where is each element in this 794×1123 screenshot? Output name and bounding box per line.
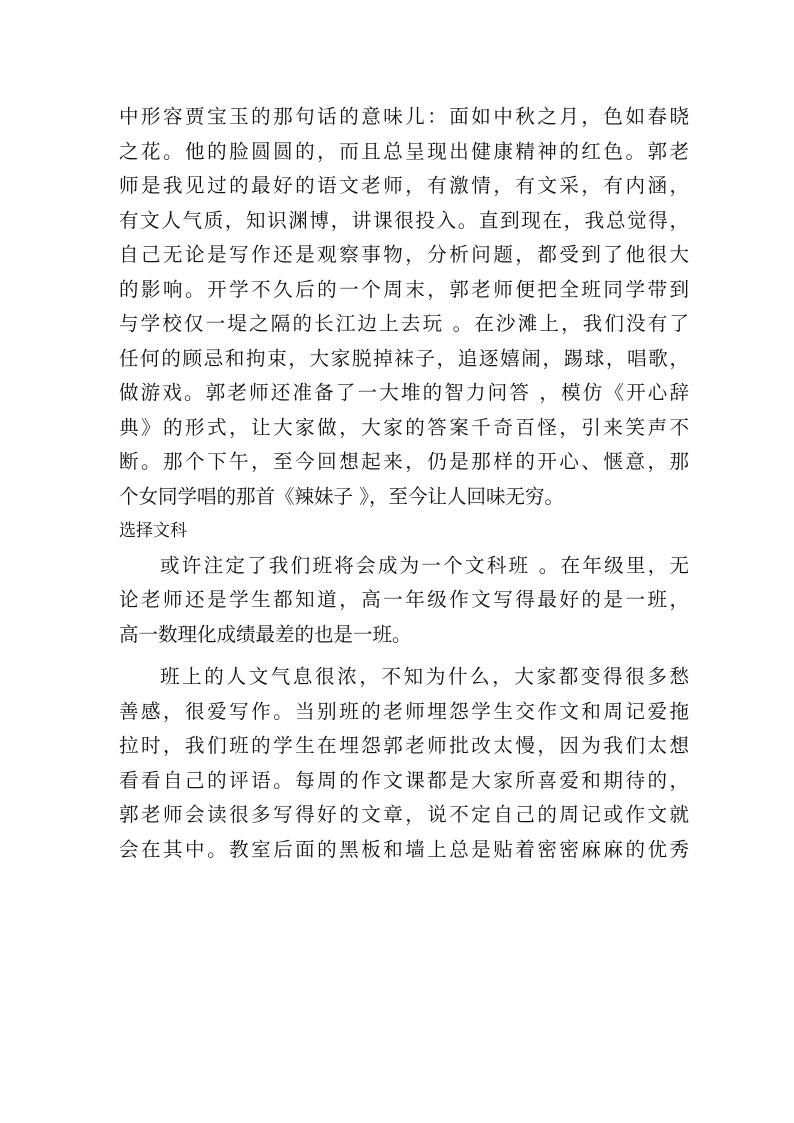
text-line: 典》的形式，让大家做，大家的答案千奇百怪，引来笑声不 [119, 415, 689, 439]
text-line: 善感，很爱写作。当别班的老师埋怨学生交作文和周记爱拖 [119, 699, 689, 723]
document-body [119, 100, 689, 867]
text-line: 班上的人文气息很浓，不知为什么，大家都变得很多愁 [160, 665, 689, 688]
text-line: 有文人气质，知识渊博，讲课很投入。直到现在，我总觉得， [119, 208, 689, 232]
text-line: 会在其中。教室后面的黑板和墙上总是贴着密密麻麻的优秀 [119, 837, 689, 861]
section-heading: 选择文科 [119, 521, 187, 541]
paragraph-2 [119, 549, 689, 653]
paragraph-1 [119, 100, 689, 514]
text-line: 论老师还是学生都知道，高一年级作文写得最好的是一班， [119, 588, 689, 611]
text-line: 或许注定了我们班将会成为一个文科班 。在年级里，无 [160, 553, 689, 577]
text-line: 之花。他的脸圆圆的，而且总呈现出健康精神的红色。郭老 [119, 139, 689, 163]
text-line: 拉时，我们班的学生在埋怨郭老师批改太慢，因为我们太想 [119, 734, 689, 757]
text-line: 个女同学唱的那首《辣妹子 》，至今让人回味无穷。 [119, 484, 564, 508]
text-line: 看看自己的评语。每周的作文课都是大家所喜爱和期待的， [119, 768, 689, 792]
text-line: 高一数理化成绩最差的也是一班。 [119, 622, 412, 646]
text-line: 做游戏。郭老师还准备了一大堆的智力问答 ，模仿《开心辞 [119, 381, 689, 404]
paragraph-spacer [119, 652, 689, 660]
text-line: 师是我见过的最好的语文老师，有激情，有文采，有内涵， [119, 174, 689, 197]
text-line: 任何的顾忌和拘束，大家脱掉袜子，追逐嬉闹，踢球，唱歌， [119, 346, 689, 370]
paragraph-3 [119, 660, 689, 867]
text-line: 与学校仅一堤之隔的长江边上去玩 。在沙滩上，我们没有了 [119, 312, 689, 335]
text-line: 断。那个下午，至今回想起来，仍是那样的开心、惬意，那 [119, 450, 689, 473]
text-line: 郭老师会读很多写得好的文章，说不定自己的周记或作文就 [119, 803, 689, 826]
text-line: 自己无论是写作还是观察事物，分析问题，都受到了他很大 [119, 243, 689, 266]
text-line: 的影响。开学不久后的一个周末，郭老师便把全班同学带到 [119, 277, 689, 301]
text-line: 中形容贾宝玉的那句话的意味儿：面如中秋之月，色如春晓 [119, 105, 689, 128]
